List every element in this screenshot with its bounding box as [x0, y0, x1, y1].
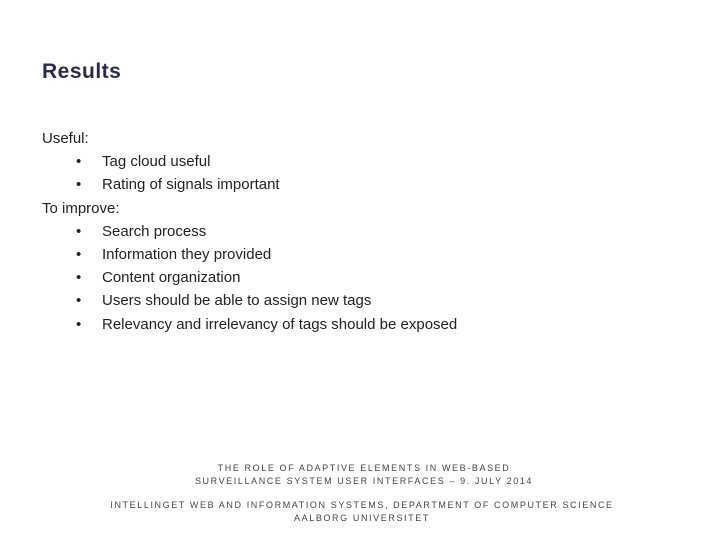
bullet-icon: •	[76, 176, 82, 194]
improve-list	[42, 220, 682, 336]
list-item-text: Rating of signals important	[102, 176, 280, 194]
footer-talk-title	[4, 462, 720, 488]
list-item	[42, 150, 682, 173]
slide-title: Results	[42, 60, 122, 83]
list-item-text: Users should be able to assign new tags	[102, 292, 372, 310]
improve-heading: To improve:	[42, 199, 120, 217]
footer-talk-line-1: THE ROLE OF ADAPTIVE ELEMENTS IN WEB-BASED	[217, 463, 511, 473]
list-item	[42, 243, 682, 266]
footer-department	[2, 499, 720, 525]
list-item-text: Information they provided	[102, 246, 272, 264]
footer-talk-line-2: SURVEILLANCE SYSTEM USER INTERFACES – 9. JULY 2014	[194, 476, 534, 486]
list-item-text: Relevancy and irrelevancy of tags should be exposed	[102, 315, 458, 333]
list-item	[42, 289, 682, 312]
useful-heading: Useful:	[42, 130, 89, 147]
list-item	[42, 220, 682, 243]
footer-dept-line-1: INTELLINGET WEB AND INFORMATION SYSTEMS, DEPARTMENT OF COMPUTER SCIENCE	[110, 500, 614, 510]
bullet-icon: •	[76, 222, 82, 240]
list-item	[42, 173, 682, 196]
list-item	[42, 266, 682, 289]
bullet-icon: •	[76, 315, 82, 333]
bullet-icon: •	[76, 292, 82, 310]
slide-body	[42, 127, 682, 336]
bullet-icon: •	[76, 246, 82, 264]
list-item-text: Search process	[102, 222, 207, 240]
footer-dept-line-2: AALBORG UNIVERSITET	[294, 513, 430, 523]
list-item	[42, 313, 682, 336]
bullet-icon: •	[76, 153, 82, 171]
bullet-icon: •	[76, 269, 82, 287]
list-item-text: Tag cloud useful	[102, 153, 211, 171]
useful-list	[42, 150, 682, 196]
list-item-text: Content organization	[102, 269, 241, 287]
